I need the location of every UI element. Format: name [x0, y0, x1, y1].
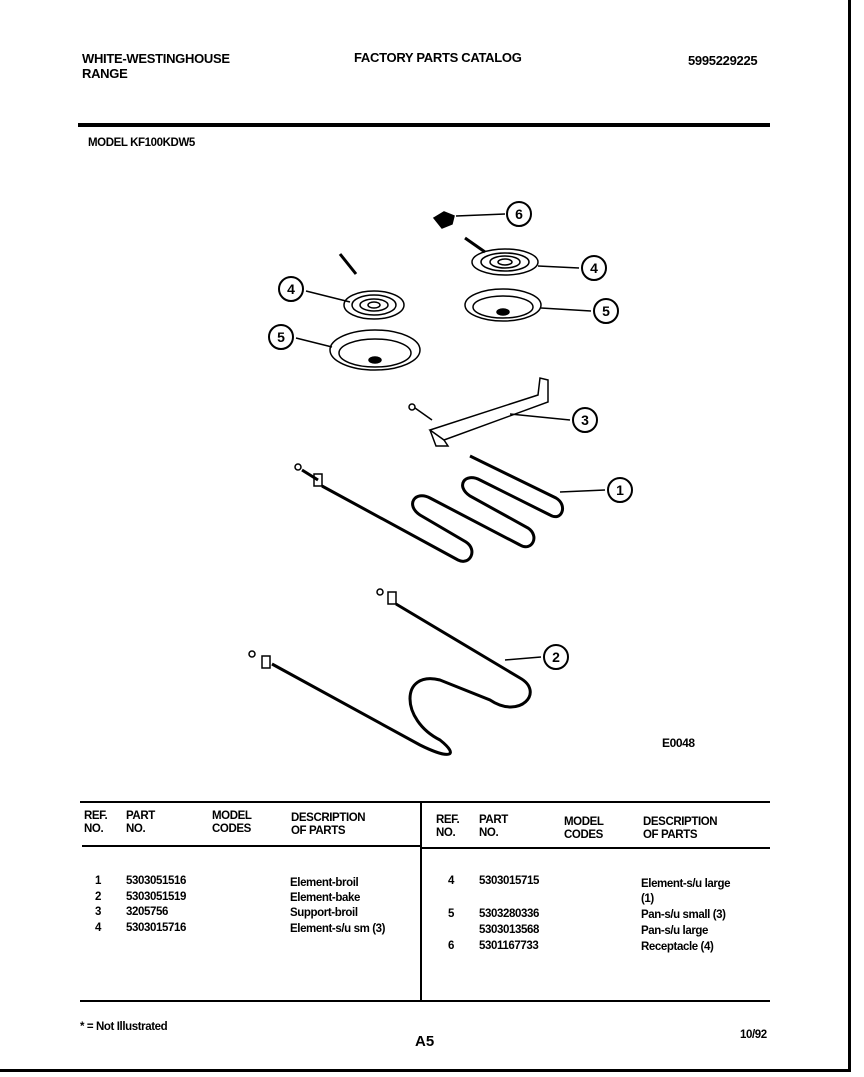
svg-text:6: 6	[515, 206, 523, 222]
callout-5-right	[594, 299, 618, 323]
svg-text:4: 4	[590, 260, 598, 276]
part-no: 5303013568	[479, 924, 539, 936]
svg-text:1: 1	[616, 482, 624, 498]
col-desc-header-right: DESCRIPTION OF PARTS	[643, 816, 718, 841]
description-cont: (1)	[641, 893, 654, 905]
bake-element-part	[249, 589, 541, 754]
description: Element-bake	[290, 892, 360, 904]
part-no: 5303280336	[479, 908, 539, 920]
table-bottom-rule	[80, 1000, 770, 1002]
ref-no: 4	[95, 922, 101, 934]
description: Pan-s/u small (3)	[641, 909, 726, 921]
ref-no: 2	[95, 891, 101, 903]
element-large-part	[465, 238, 579, 275]
table-header-rule-left	[82, 845, 420, 847]
diagram-code: E0048	[662, 736, 695, 750]
svg-text:2: 2	[552, 649, 560, 665]
col-model-header-right: MODEL CODES	[564, 816, 604, 841]
model-label: MODEL KF100KDW5	[88, 137, 195, 149]
table-top-rule	[80, 801, 770, 803]
catalog-number: 5995229225	[688, 53, 758, 68]
callouts	[269, 202, 632, 669]
catalog-title: FACTORY PARTS CATALOG	[354, 50, 522, 65]
callout-4-right	[582, 256, 606, 280]
part-no: 5303015715	[479, 875, 539, 887]
callout-4-left	[279, 277, 303, 301]
table-header-rule-right	[422, 847, 770, 849]
svg-text:3: 3	[581, 412, 589, 428]
part-no: 5301167733	[479, 940, 539, 952]
brand-line1: WHITE-WESTINGHOUSE	[82, 51, 230, 66]
svg-text:5: 5	[602, 303, 610, 319]
col-desc-header: DESCRIPTION OF PARTS	[291, 812, 366, 837]
part-no: 5303051516	[126, 875, 186, 887]
receptacle-part	[434, 212, 505, 228]
page-number: A5	[415, 1033, 435, 1050]
part-no: 5303051519	[126, 891, 186, 903]
not-illustrated-note: * = Not Illustrated	[80, 1021, 168, 1033]
ref-no: 1	[95, 875, 101, 887]
callout-5-left	[269, 325, 293, 349]
pan-small-part	[296, 330, 420, 370]
ref-no: 6	[448, 940, 454, 952]
col-part-header-right: PART NO.	[479, 814, 508, 839]
pan-large-part	[465, 289, 591, 321]
description: Receptacle (4)	[641, 941, 714, 953]
ref-no: 4	[448, 875, 454, 887]
element-small-part	[306, 254, 404, 319]
description: Element-s/u large	[641, 878, 731, 890]
callout-1	[608, 478, 632, 502]
description: Element-broil	[290, 877, 359, 889]
col-ref-header: REF. NO.	[84, 810, 108, 835]
ref-no: 5	[448, 908, 454, 920]
description: Support-broil	[290, 907, 358, 919]
callout-3	[573, 408, 597, 432]
part-no: 5303015716	[126, 922, 186, 934]
description: Element-s/u sm (3)	[290, 923, 386, 935]
svg-text:4: 4	[287, 281, 295, 297]
ref-no: 3	[95, 906, 101, 918]
brand-line2: RANGE	[82, 66, 128, 81]
col-model-header: MODEL CODES	[212, 810, 252, 835]
broil-element-part	[295, 456, 605, 561]
support-broil-part	[409, 378, 570, 446]
description: Pan-s/u large	[641, 925, 709, 937]
part-no: 3205756	[126, 906, 168, 918]
table-divider	[420, 801, 422, 1001]
col-ref-header-right: REF. NO.	[436, 814, 460, 839]
callout-6	[507, 202, 531, 226]
col-part-header: PART NO.	[126, 810, 155, 835]
revision-date: 10/92	[740, 1029, 767, 1041]
bottom-border	[0, 1069, 851, 1072]
callout-2	[544, 645, 568, 669]
svg-text:5: 5	[277, 329, 285, 345]
